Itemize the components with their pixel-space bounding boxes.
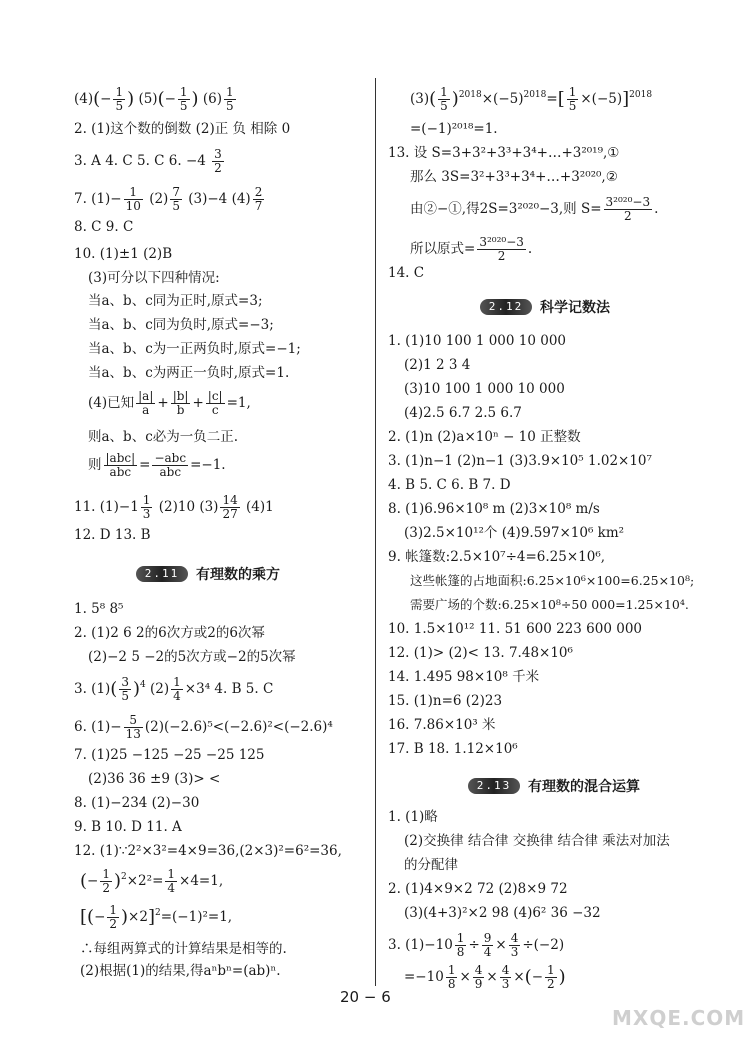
answer-line-r4: 那么 3S=3²+3³+3⁴+…+3²⁰²⁰,② <box>410 169 618 185</box>
section-badge: 2.12 <box>480 299 532 315</box>
answer-line-r9: (2)1 2 3 4 <box>404 357 471 373</box>
answer-line-r2: =(−1)²⁰¹⁸=1. <box>410 121 498 137</box>
answer-line-9: 当a、b、c同为负时,原式=−3; <box>88 317 274 333</box>
answer-line-r14: 4. B 5. C 6. B 7. D <box>388 477 511 493</box>
answer-line-r3: 13. 设 S=3+3²+3³+3⁴+…+3²⁰¹⁹,① <box>388 145 620 161</box>
answer-line-16: 12. D 13. B <box>74 527 151 543</box>
section-title: 有理数的乘方 <box>196 567 280 583</box>
answer-line-r5: 由②−①,得2S=3²⁰²⁰−3,则 S= $\frac{\text{3²⁰²⁰−3}}{2}$ . <box>410 195 659 223</box>
answer-line-r30: (3)(4+3)²×2 98 (4)6² 36 −32 <box>404 905 601 921</box>
answer-line-r20: 10. 1.5×10¹² 11. 51 600 223 600 000 <box>388 621 643 637</box>
answer-line-19: (2)−2 5 −2的5次方或−2的5次幂 <box>88 649 296 665</box>
answer-line-15: 11. (1)−1 $\frac{1}{3}$ (2)10 (3) $\frac{14}{27}$ (4)1 <box>74 493 274 521</box>
section-badge: 2.11 <box>136 566 188 582</box>
answer-line-4: 7. (1)− $\frac{1}{10}$ (2) $\frac{7}{5}$ (3)−4 (4) $\frac{2}{7}$ <box>74 185 263 213</box>
answer-line-21: 6. (1)− $\frac{5}{13}$ (2)(−2.6)⁵<(−2.6)²<(−2.6)⁴ <box>74 713 333 741</box>
answer-line-1: (4)(− $\frac{1}{5}$ ) (5)(− $\frac{1}{5}$ ) (6) $\frac{1}{5}$ <box>74 85 234 113</box>
answer-line-26: 12. (1)∵2²×3²=4×9=36,(2×3)²=6²=36, <box>74 843 342 859</box>
answer-line-22: 7. (1)25 −125 −25 −25 125 <box>74 747 265 763</box>
answer-line-r28: 的分配律 <box>404 857 458 873</box>
answer-line-8: 当a、b、c同为正时,原式=3; <box>88 293 263 309</box>
answer-line-7: (3)可分以下四种情况: <box>88 270 220 286</box>
watermark: MXQE.COM <box>612 1006 746 1030</box>
answer-line-r13: 3. (1)n−1 (2)n−1 (3)3.9×10⁵ 1.02×10⁷ <box>388 453 652 469</box>
section-2-13-header <box>468 776 640 796</box>
section-title: 有理数的混合运算 <box>528 779 640 795</box>
answer-line-r29: 2. (1)4×9×2 72 (2)8×9 72 <box>388 881 568 897</box>
answer-line-28: [(− $\frac{1}{2}$ )×2]$^2$=(−1)²=1, <box>80 903 233 931</box>
answer-line-r26: 1. (1)略 <box>388 809 438 825</box>
answer-line-27: (− $\frac{1}{2}$ )$^2$×2²= $\frac{1}{4}$ ×4=1, <box>80 867 224 895</box>
answer-line-24: 8. (1)−234 (2)−30 <box>74 795 200 811</box>
answer-line-r21: 12. (1)> (2)< 13. 7.48×10⁶ <box>388 645 573 661</box>
answer-line-r18: 这些帐篷的占地面积:6.25×10⁶×100=6.25×10⁸; <box>410 573 695 588</box>
answer-line-r11: (4)2.5 6.7 2.5 6.7 <box>404 405 522 421</box>
answer-line-20: 3. (1)( $\frac{3}{5}$ )$^4$ (2) $\frac{1}{4}$ ×3⁴ 4. B 5. C <box>74 675 274 703</box>
answer-line-3: 3. A 4. C 5. C 6. −4 $\frac{3}{2}$ <box>74 147 222 175</box>
page-number: 20 − 6 <box>340 988 391 1006</box>
answer-line-r31: 3. (1)−10 $\frac{1}{8}$ ÷ $\frac{9}{4}$ × $\frac{4}{3}$ ÷(−2) <box>388 931 565 959</box>
answer-line-25: 9. B 10. D 11. A <box>74 819 182 835</box>
answer-line-29: ∴每组两算式的计算结果是相等的. <box>80 941 287 957</box>
answer-line-14: 则 $\frac{\text{|abc|}}{\text{abc}}$ = $\frac{\text{−abc}}{\text{abc}}$ =−1. <box>88 451 226 479</box>
answer-line-r23: 15. (1)n=6 (2)23 <box>388 693 503 709</box>
answer-line-12: (4)已知 $\frac{|a|}{a}$ + $\frac{|b|}{b}$ + $\frac{|c|}{c}$ =1, <box>88 389 251 417</box>
answer-line-r15: 8. (1)6.96×10⁸ m (2)3×10⁸ m/s <box>388 501 600 517</box>
answer-line-10: 当a、b、c为一正两负时,原式=−1; <box>88 341 301 357</box>
answer-line-6: 10. (1)±1 (2)B <box>74 246 173 262</box>
answer-line-30: (2)根据(1)的结果,得aⁿbⁿ=(ab)ⁿ. <box>80 963 281 979</box>
section-badge: 2.13 <box>468 778 520 794</box>
answer-line-23: (2)36 36 ±9 (3)> < <box>88 771 221 787</box>
answer-line-5: 8. C 9. C <box>74 219 134 235</box>
answer-line-r6: 所以原式= $\frac{\text{3²⁰²⁰−3}}{2}$ . <box>410 235 533 263</box>
section-2-12-header <box>480 297 610 317</box>
answer-line-r24: 16. 7.86×10³ 米 <box>388 717 496 733</box>
answer-line-18: 2. (1)2 6 2的6次方或2的6次幂 <box>74 625 265 641</box>
column-divider <box>375 78 376 986</box>
answer-line-2: 2. (1)这个数的倒数 (2)正 负 相除 0 <box>74 121 291 137</box>
answer-line-r22: 14. 1.495 98×10⁸ 千米 <box>388 669 540 685</box>
answer-line-r12: 2. (1)n (2)a×10ⁿ − 10 正整数 <box>388 429 581 445</box>
answer-line-r10: (3)10 100 1 000 10 000 <box>404 381 565 397</box>
answer-line-13: 则a、b、c必为一负二正. <box>88 429 239 445</box>
answer-line-11: 当a、b、c为两正一负时,原式=1. <box>88 365 290 381</box>
section-title: 科学记数法 <box>540 300 610 316</box>
answer-line-r25: 17. B 18. 1.12×10⁶ <box>388 741 518 757</box>
answer-line-r27: (2)交换律 结合律 交换律 结合律 乘法对加法 <box>404 833 670 849</box>
answer-line-17: 1. 5⁸ 8⁵ <box>74 601 124 617</box>
answer-line-r1: (3)( $\frac{1}{5}$ )$^{2018}\times(-5)^{2018}=$[ $\frac{1}{5}$ ×(−5)]$^{2018}$ <box>410 85 653 113</box>
answer-line-r8: 1. (1)10 100 1 000 10 000 <box>388 333 566 349</box>
answer-line-r17: 9. 帐篷数:2.5×10⁷÷4=6.25×10⁶, <box>388 549 606 565</box>
answer-line-r7: 14. C <box>388 265 425 281</box>
section-2-11-header <box>136 564 280 584</box>
answer-line-r19: 需要广场的个数:6.25×10⁸÷50 000=1.25×10⁴. <box>410 597 689 612</box>
answer-line-r16: (3)2.5×10¹²个 (4)9.597×10⁶ km² <box>404 525 625 541</box>
answer-line-r32: =−10 $\frac{1}{8}$ × $\frac{4}{9}$ × $\frac{4}{3}$ ×(− $\frac{1}{2}$ ) <box>404 963 566 991</box>
